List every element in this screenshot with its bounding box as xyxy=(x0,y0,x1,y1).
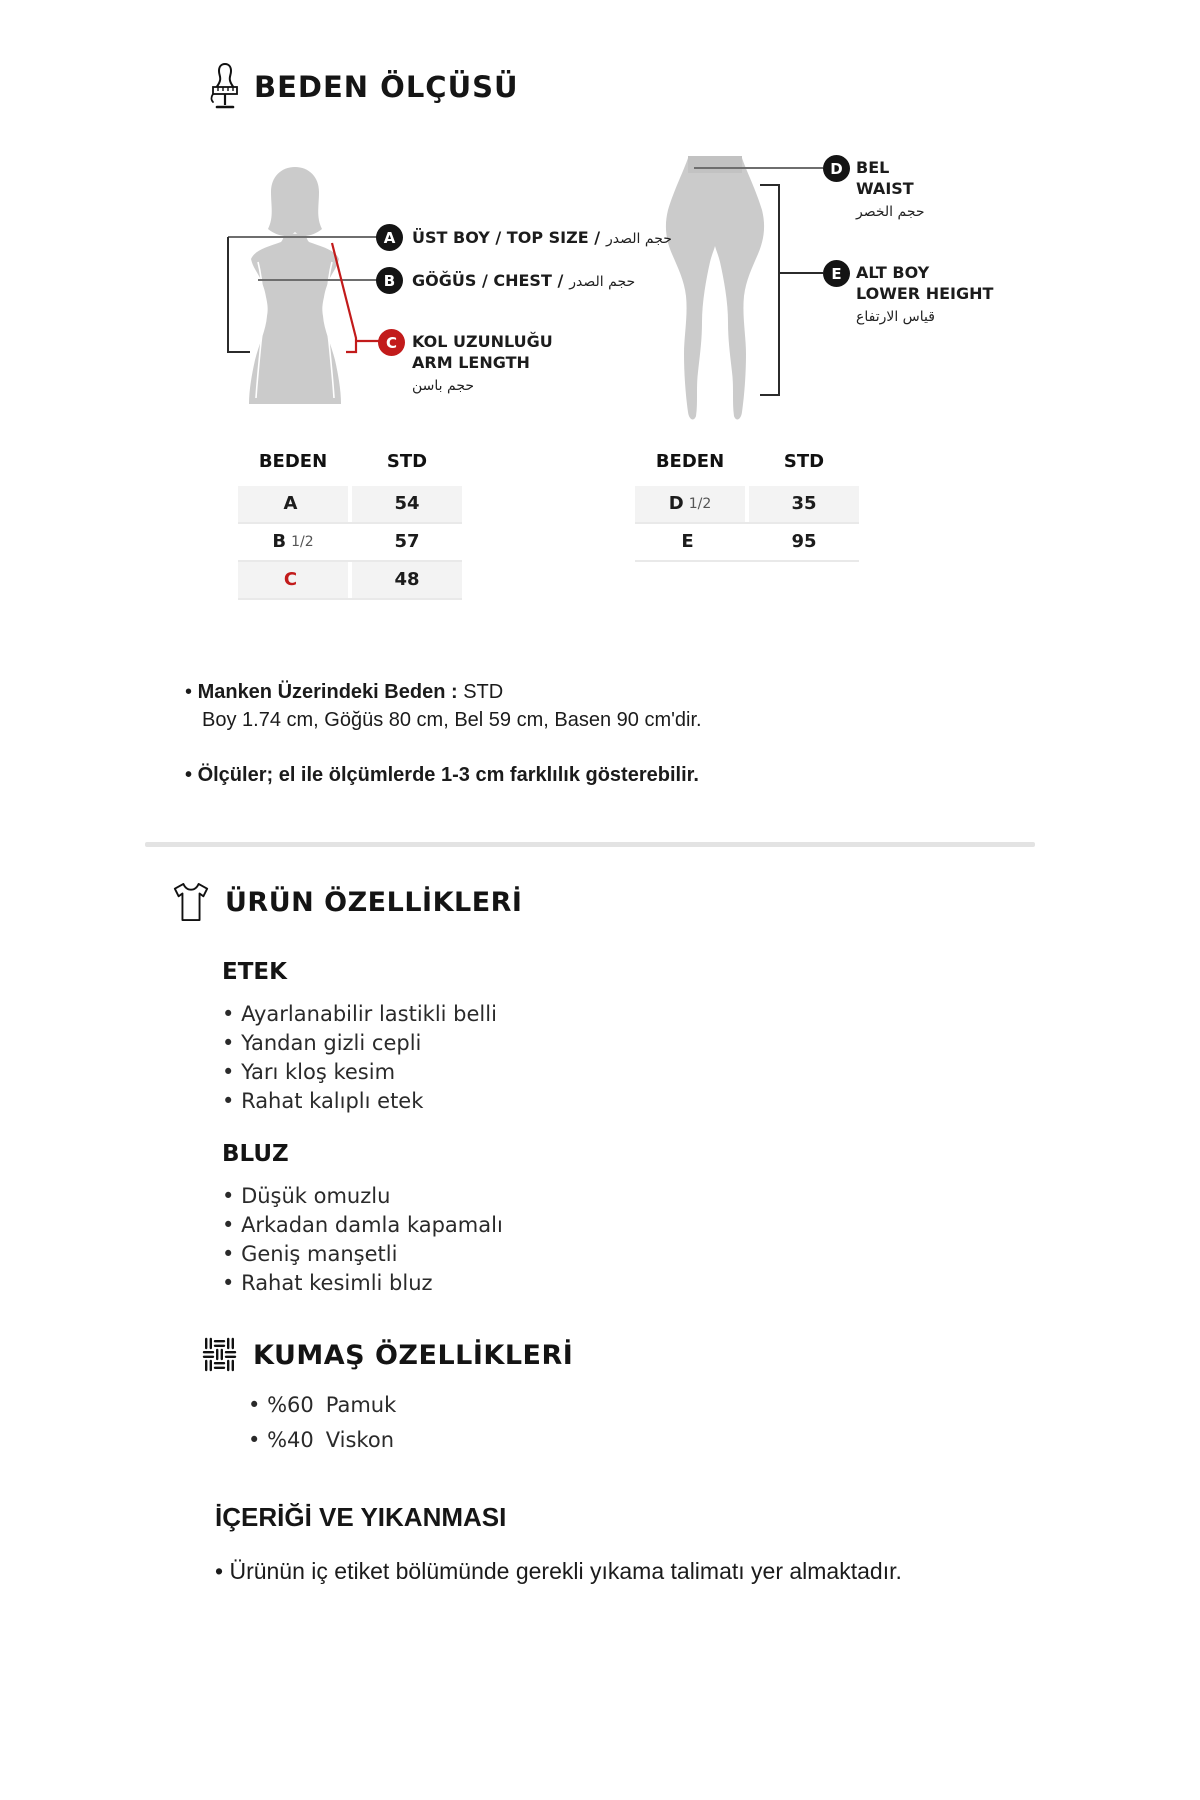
tshirt-icon xyxy=(172,880,210,924)
list-item: • Yandan gizli cepli xyxy=(222,1029,497,1058)
list-item: • Düşük omuzlu xyxy=(222,1182,503,1211)
section-divider xyxy=(145,842,1035,847)
label-top-size-arabic: حجم الصدر xyxy=(606,231,672,247)
label-chest-arabic: حجم الصدر xyxy=(569,274,636,290)
table-row xyxy=(238,562,462,600)
size-table-bottom-header xyxy=(635,448,859,476)
note-line-2: Boy 1.74 cm, Göğüs 80 cm, Bel 59 cm, Basen 90 cm'dir. xyxy=(202,709,702,731)
care-instructions xyxy=(215,1556,915,1586)
waistband xyxy=(688,156,742,173)
marker-b: B xyxy=(376,267,403,294)
label-lower-height-en: LOWER HEIGHT xyxy=(856,284,994,303)
product-features-header xyxy=(172,880,522,924)
fabric-material: Pamuk xyxy=(325,1393,397,1417)
size-table-top xyxy=(238,448,462,600)
marker-c: C xyxy=(378,329,405,356)
table-row xyxy=(238,524,462,562)
feature-group-blouse xyxy=(222,1140,503,1298)
row-label: B 1/2 xyxy=(272,531,314,552)
label-arm-length-en: ARM LENGTH xyxy=(412,353,530,372)
note-mannequin-size xyxy=(185,678,702,734)
note-line-1: • Manken Üzerindeki Beden : STD xyxy=(185,678,702,706)
feature-group-skirt xyxy=(222,958,497,1116)
label-top-size-text: ÜST BOY / TOP SIZE / xyxy=(412,228,601,247)
fabric-ratio: %40 xyxy=(267,1428,314,1452)
size-guide-header xyxy=(210,62,519,112)
mannequin-icon xyxy=(210,62,240,112)
row-label: E xyxy=(681,531,694,552)
care-title: İÇERİĞİ VE YIKANMASI xyxy=(215,1502,507,1532)
product-features-title: ÜRÜN ÖZELLİKLERİ xyxy=(225,886,523,918)
label-top-size xyxy=(412,227,672,250)
list-item: • Ayarlanabilir lastikli belli xyxy=(222,1000,497,1029)
marker-e: E xyxy=(823,260,850,287)
row-label: D 1/2 xyxy=(635,486,745,522)
feature-group-heading: ETEK xyxy=(222,959,287,985)
page-title: BEDEN ÖLÇÜSÜ xyxy=(254,70,519,104)
row-value: 48 xyxy=(352,562,462,598)
label-waist xyxy=(856,157,925,223)
label-chest xyxy=(412,270,635,293)
list-item xyxy=(248,1392,396,1418)
label-waist-arabic: حجم الخصر xyxy=(856,204,925,220)
col-beden: BEDEN xyxy=(258,451,328,472)
label-waist-tr: BEL xyxy=(856,158,890,177)
fabric-weave-icon xyxy=(202,1337,238,1373)
row-value: 35 xyxy=(749,486,859,522)
size-table-bottom xyxy=(635,448,859,562)
label-lower-height-tr: ALT BOY xyxy=(856,263,930,282)
row-label: C xyxy=(238,562,348,598)
list-item: • Ürünün iç etiket bölümünde gerekli yıkama talimatı yer almaktadır. xyxy=(215,1558,902,1584)
col-beden: BEDEN xyxy=(655,451,725,472)
label-arm-length-tr: KOL UZUNLUĞU xyxy=(412,332,553,351)
label-lower-height xyxy=(856,262,993,328)
marker-d: D xyxy=(823,155,850,182)
list-item: • Geniş manşetli xyxy=(222,1240,503,1269)
table-row xyxy=(635,486,859,524)
fabric-composition-list xyxy=(248,1392,396,1462)
list-item: • Rahat kesimli bluz xyxy=(222,1269,503,1298)
size-table-top-header xyxy=(238,448,462,476)
row-value: 54 xyxy=(352,486,462,522)
col-std: STD xyxy=(386,451,428,472)
fabric-material: Viskon xyxy=(325,1428,394,1452)
label-waist-en: WAIST xyxy=(856,179,914,198)
fabric-ratio: %60 xyxy=(267,1393,314,1417)
row-value: 95 xyxy=(791,531,817,552)
fabric-features-title: KUMAŞ ÖZELLİKLERİ xyxy=(253,1339,574,1371)
feature-group-heading: BLUZ xyxy=(222,1141,289,1167)
col-std: STD xyxy=(783,451,825,472)
label-arm-length xyxy=(412,331,553,397)
note-tolerance: • Ölçüler; el ile ölçümlerde 1-3 cm farklılık gösterebilir. xyxy=(185,762,699,788)
list-item xyxy=(248,1427,396,1453)
label-chest-text: GÖĞÜS / CHEST / xyxy=(412,271,564,290)
upper-body-silhouette xyxy=(225,162,355,407)
label-lower-height-arabic: قياس الارتفاع xyxy=(856,309,935,325)
label-arm-length-arabic: حجم باسن xyxy=(412,378,475,394)
fabric-features-header xyxy=(202,1337,573,1373)
lower-body-silhouette xyxy=(660,150,770,430)
row-value: 57 xyxy=(394,531,420,552)
list-item: • Yarı kloş kesim xyxy=(222,1058,497,1087)
list-item: • Arkadan damla kapamalı xyxy=(222,1211,503,1240)
table-row xyxy=(635,524,859,562)
marker-a: A xyxy=(376,224,403,251)
list-item: • Rahat kalıplı etek xyxy=(222,1087,497,1116)
table-row xyxy=(238,486,462,524)
row-label: A xyxy=(238,486,348,522)
